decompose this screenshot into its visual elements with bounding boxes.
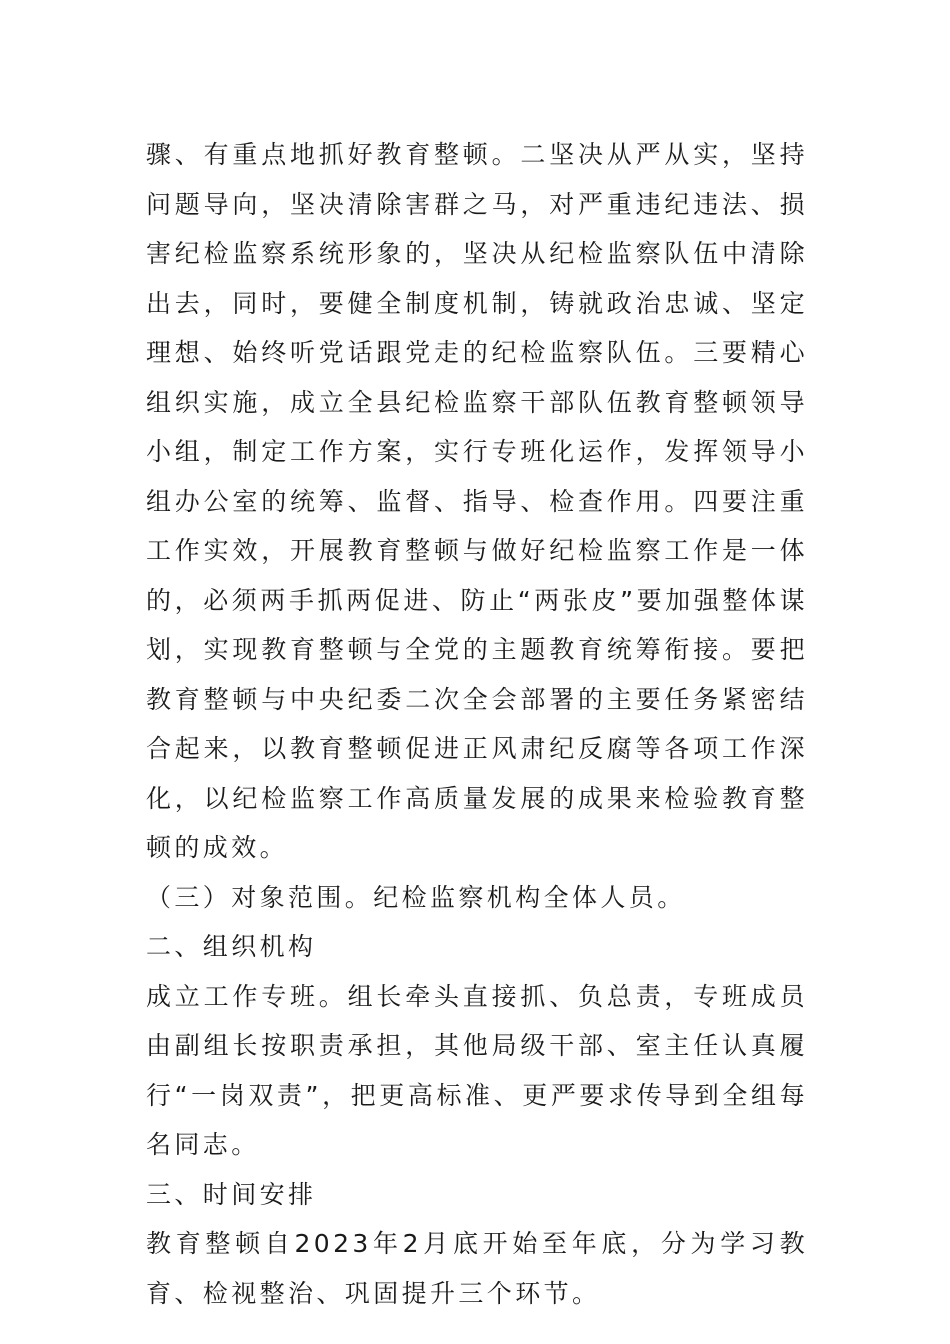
section-heading-schedule: 三、时间安排 [146,1179,317,1209]
body-paragraph-schedule: 教育整顿自2023年2月底开始至年底，分为学习教育、检视整治、巩固提升三个环节。 [146,1229,808,1308]
document-body [146,130,808,1318]
body-paragraph-measures: 骤、有重点地抓好教育整顿。二坚决从严从实，坚持问题导向，坚决清除害群之马，对严重违纪违法、损害纪检监察系统形象的，坚决从纪检监察队伍中清除出去，同时，要健全制度机制，铸就政治忠诚、坚定理想、始终听党话跟党走的纪检监察队伍。三要精心组织实施，成立全县纪检监察干部队伍教育整顿领导小组，制定工作方案，实行专班化运作，发挥领导小组办公室的统筹、监督、指导、检查作用。四要注重工作实效，开展教育整顿与做好纪检监察工作是一体的，必须两手抓两促进、防止“两张皮”要加强整体谋划，实现教育整顿与全党的主题教育统筹衔接。要把教育整顿与中央纪委二次全会部署的主要任务紧密结合起来，以教育整顿促进正风肃纪反腐等各项工作深化，以纪检监察工作高质量发展的成果来检验教育整顿的成效。 [146,140,808,862]
section-heading-organization: 二、组织机构 [146,932,317,961]
section-heading-scope: （三）对象范围。纪检监察机构全体人员。 [146,882,686,912]
body-paragraph-organization: 成立工作专班。组长牵头直接抓、负总责，专班成员由副组长按职责承担，其他局级干部、室主任认真履行“一岗双责”，把更高标准、更严要求传导到全组每名同志。 [146,981,808,1159]
